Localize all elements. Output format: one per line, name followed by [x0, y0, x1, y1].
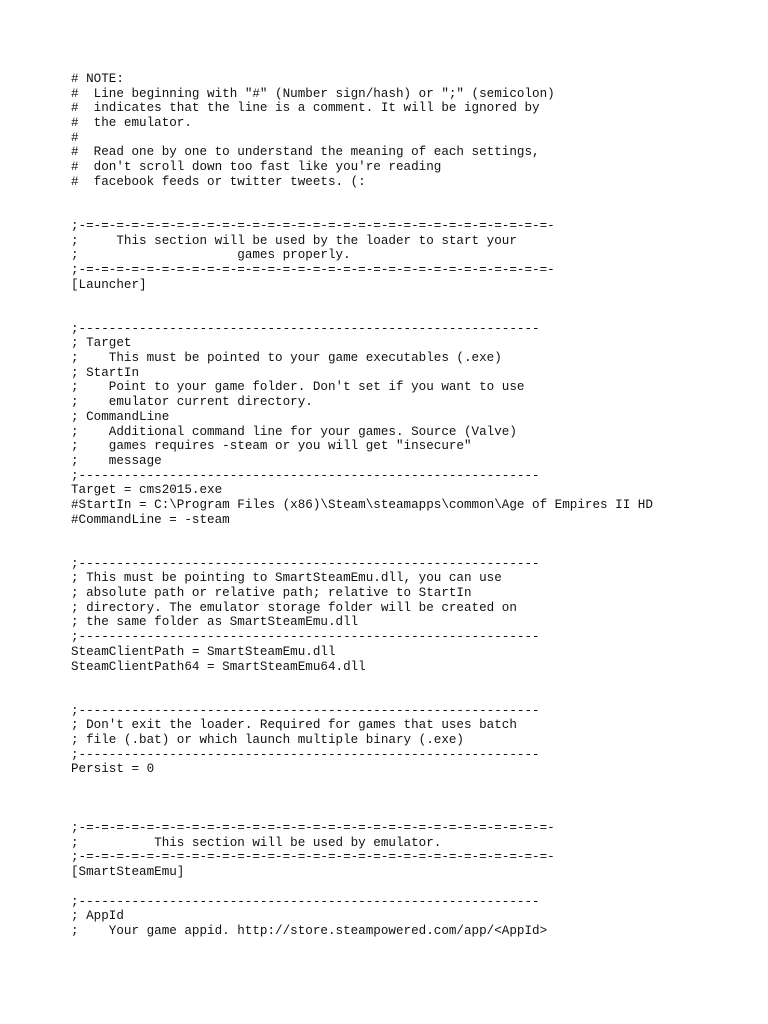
document-line — [71, 292, 653, 307]
document-line: Target = cms2015.exe — [71, 483, 223, 498]
document-line: # NOTE: — [71, 72, 124, 86]
document-line: # — [71, 130, 79, 145]
document-line: ;-=-=-=-=-=-=-=-=-=-=-=-=-=-=-=-=-=-=-=-=-=-=-=-=-=-=-=-=-=-=-=- — [71, 850, 555, 865]
document-line: # indicates that the line is a comment. It will be ignored by — [71, 101, 540, 116]
document-line: ; Don't exit the loader. Required for games that uses batch — [71, 718, 517, 733]
document-line: [SmartSteamEmu] — [71, 865, 185, 880]
document-line: # the emulator. — [71, 116, 192, 131]
document-line: # don't scroll down too fast like you're reading — [71, 160, 442, 175]
config-document — [71, 72, 653, 939]
document-line: ;-=-=-=-=-=-=-=-=-=-=-=-=-=-=-=-=-=-=-=-=-=-=-=-=-=-=-=-=-=-=-=- — [71, 218, 555, 233]
document-line — [71, 190, 653, 205]
document-line — [71, 777, 653, 792]
document-line: ; This section will be used by the loader to start your — [71, 233, 517, 248]
document-line: ;-=-=-=-=-=-=-=-=-=-=-=-=-=-=-=-=-=-=-=-=-=-=-=-=-=-=-=-=-=-=-=- — [71, 821, 555, 836]
document-line: Persist = 0 — [71, 762, 155, 777]
document-line — [71, 204, 653, 219]
document-line: ; file (.bat) or which launch multiple binary (.exe) — [71, 732, 464, 747]
document-line: ;-=-=-=-=-=-=-=-=-=-=-=-=-=-=-=-=-=-=-=-=-=-=-=-=-=-=-=-=-=-=-=- — [71, 262, 555, 277]
document-line: ; Your game appid. http://store.steampowered.com/app/<AppId> — [71, 923, 548, 938]
document-line: ; Target — [71, 336, 132, 351]
document-line: ; This section will be used by emulator. — [71, 835, 442, 850]
document-line: ; message — [71, 453, 162, 468]
document-line — [71, 880, 653, 895]
document-line: ; CommandLine — [71, 409, 170, 424]
document-line: ; StartIn — [71, 365, 140, 380]
document-line — [71, 806, 653, 821]
document-line: ; AppId — [71, 909, 124, 924]
document-line: # Read one by one to understand the meaning of each settings, — [71, 145, 540, 160]
document-line: ;------------------------------------------------------------- — [71, 630, 540, 645]
document-line: SteamClientPath = SmartSteamEmu.dll — [71, 644, 336, 659]
document-line: ; the same folder as SmartSteamEmu.dll — [71, 615, 359, 630]
document-line: ; This must be pointed to your game executables (.exe) — [71, 351, 502, 366]
document-line: # Line beginning with "#" (Number sign/hash) or ";" (semicolon) — [71, 86, 555, 101]
document-line: ; games properly. — [71, 248, 351, 263]
document-line: SteamClientPath64 = SmartSteamEmu64.dll — [71, 659, 366, 674]
document-line: ; emulator current directory. — [71, 395, 313, 410]
document-line: ;------------------------------------------------------------- — [71, 894, 540, 909]
document-line — [71, 542, 653, 557]
document-line: ; absolute path or relative path; relative to StartIn — [71, 586, 472, 601]
document-line — [71, 792, 653, 807]
document-line: ;------------------------------------------------------------- — [71, 321, 540, 336]
document-line: # facebook feeds or twitter tweets. (: — [71, 174, 366, 189]
document-line: #StartIn = C:\Program Files (x86)\Steam\steamapps\common\Age of Empires II HD — [71, 497, 653, 512]
document-line: ;------------------------------------------------------------- — [71, 556, 540, 571]
document-line — [71, 674, 653, 689]
document-line: ; games requires -steam or you will get "insecure" — [71, 439, 472, 454]
document-line: ;------------------------------------------------------------- — [71, 703, 540, 718]
document-line: [Launcher] — [71, 277, 147, 292]
document-line — [71, 689, 653, 704]
document-line: ;------------------------------------------------------------- — [71, 468, 540, 483]
document-line — [71, 307, 653, 322]
document-line: ; This must be pointing to SmartSteamEmu.dll, you can use — [71, 571, 502, 586]
document-line: ; Point to your game folder. Don't set if you want to use — [71, 380, 525, 395]
document-line: #CommandLine = -steam — [71, 512, 230, 527]
document-line: ;------------------------------------------------------------- — [71, 747, 540, 762]
document-line — [71, 527, 653, 542]
document-line: ; directory. The emulator storage folder will be created on — [71, 600, 517, 615]
document-line: ; Additional command line for your games. Source (Valve) — [71, 424, 517, 439]
